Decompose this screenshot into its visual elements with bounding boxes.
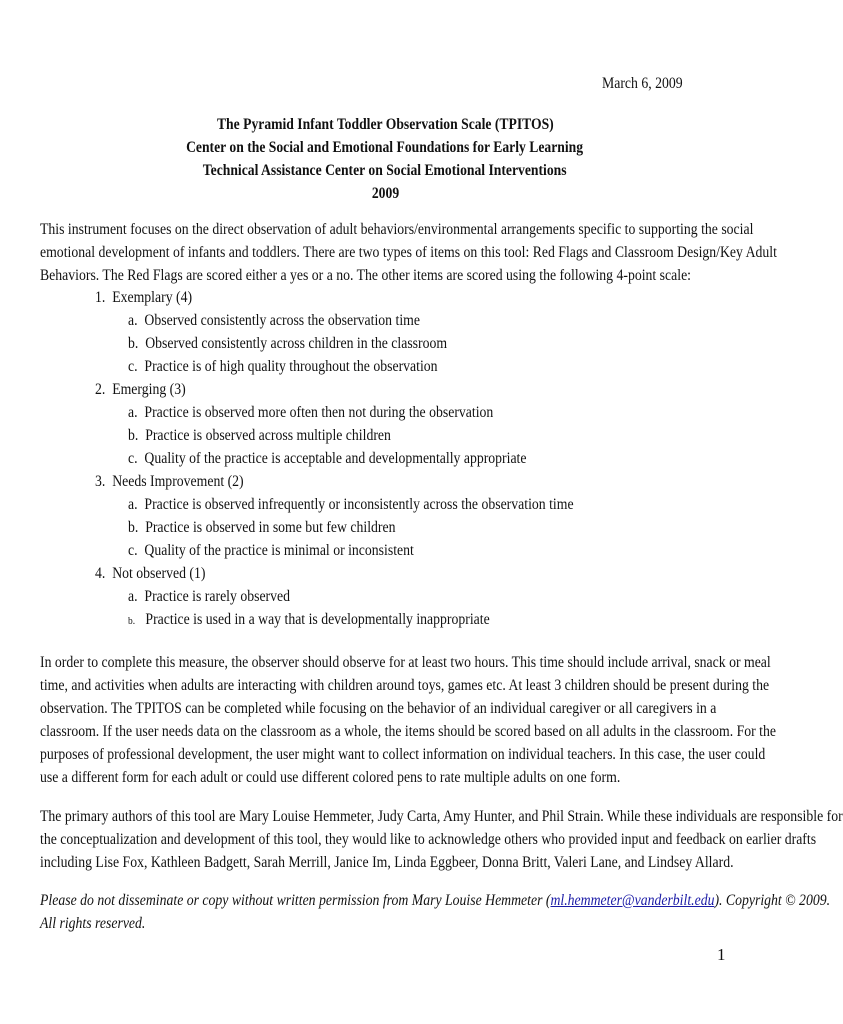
contact-email-link[interactable]: ml.hemmeter@vanderbilt.edu	[550, 892, 715, 909]
paragraph-line: classroom. If the user needs data on the classroom as a whole, the items should be scored based on all adults in the classroom. For the	[40, 723, 776, 740]
title-line: The Pyramid Infant Toddler Observation Scale (TPITOS)	[216, 116, 554, 133]
paragraph-line: emotional development of infants and toddlers. There are two types of items on this tool: Red Flags and Classroom Design/Key Adult	[40, 244, 777, 261]
paragraph-line: Behaviors. The Red Flags are scored either a yes or a no. The other items are scored using the following 4-point scale:	[40, 267, 691, 284]
copyright-line	[40, 889, 830, 912]
paragraph-line: use a different form for each adult or could use different colored pens to rate multiple adults on one form.	[40, 769, 621, 786]
scale-level: 2. Emerging (3)	[95, 381, 186, 398]
paragraph-line: purposes of professional development, the user might want to collect information on individual teachers. In this case, the user could	[40, 746, 766, 763]
title-block	[0, 113, 770, 205]
scale-criterion: a. Practice is observed infrequently or inconsistently across the observation time	[128, 496, 574, 513]
paragraph-line: including Lise Fox, Kathleen Badgett, Sarah Merrill, Janice Im, Linda Eggbeer, Donna Britt, Valeri Lane, and Lindsey Allard.	[40, 854, 734, 871]
paragraph-line: The primary authors of this tool are Mary Louise Hemmeter, Judy Carta, Amy Hunter, and Phil Strain. While these individuals are responsible for	[40, 808, 843, 825]
scale-criterion: b. Practice is observed in some but few children	[128, 519, 396, 536]
scale-criterion: b. Practice is used in a way that is developmentally inappropriate	[128, 611, 490, 628]
scale-criterion: c. Practice is of high quality throughout the observation	[128, 358, 438, 375]
copyright-prefix: Please do not disseminate or copy without written permission from Mary Louise Hemmeter (	[40, 892, 551, 909]
paragraph-line: In order to complete this measure, the observer should observe for at least two hours. This time should include arrival, snack or meal	[40, 654, 771, 671]
paragraph-line: time, and activities when adults are interacting with children around toys, games etc. At least 3 children should be present during the	[40, 677, 770, 694]
paragraph-line: This instrument focuses on the direct observation of adult behaviors/environmental arrangements specific to supporting the social	[40, 221, 754, 238]
paragraph-line: observation. The TPITOS can be completed while focusing on the behavior of an individual caregiver or all caregivers in a	[40, 700, 717, 717]
scale-criterion: a. Practice is observed more often then not during the observation	[128, 404, 494, 421]
title-line: Center on the Social and Emotional Foundations for Early Learning	[186, 139, 584, 156]
authors-paragraph	[40, 805, 843, 874]
scale-criterion: c. Quality of the practice is minimal or inconsistent	[128, 542, 414, 559]
copyright-notice	[40, 889, 830, 935]
scale-criterion: c. Quality of the practice is acceptable and developmentally appropriate	[128, 450, 527, 467]
intro-paragraph	[40, 218, 777, 287]
page-number: 1	[717, 945, 726, 964]
scale-criterion: a. Practice is rarely observed	[128, 588, 291, 605]
paragraph-line: the conceptualization and development of this tool, they would like to acknowledge others who provided input and feedback on earlier drafts	[40, 831, 817, 848]
scale-level: 4. Not observed (1)	[95, 565, 206, 582]
title-line: 2009	[371, 185, 399, 202]
scale-criterion: a. Observed consistently across the observation time	[128, 312, 420, 329]
scale-level: 3. Needs Improvement (2)	[95, 473, 244, 490]
scale-criterion: b. Observed consistently across children in the classroom	[128, 335, 448, 352]
scale-criterion: b. Practice is observed across multiple children	[128, 427, 391, 444]
document-date: March 6, 2009	[602, 75, 683, 92]
scale-level: 1. Exemplary (4)	[95, 289, 193, 306]
rights-reserved: All rights reserved.	[40, 915, 146, 932]
measure-paragraph	[40, 651, 776, 789]
title-line: Technical Assistance Center on Social Emotional Interventions	[203, 162, 567, 179]
copyright-suffix: ). Copyright © 2009.	[714, 892, 831, 909]
